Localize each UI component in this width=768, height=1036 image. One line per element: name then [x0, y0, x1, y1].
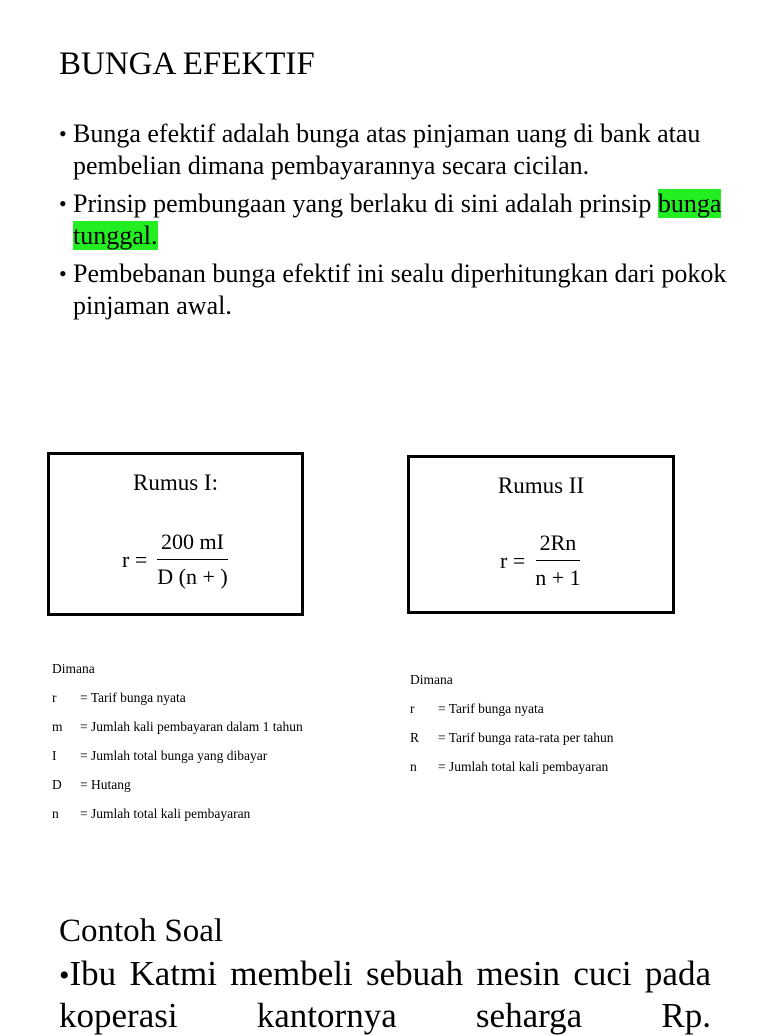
formula-1-denominator: D (n + ) [157, 564, 228, 589]
page-title: BUNGA EFEKTIF [59, 46, 315, 82]
formula-box-2 [407, 455, 675, 614]
legend-symbol: R [410, 730, 420, 745]
formula-2-denominator: n + 1 [535, 565, 581, 590]
legend-formula-2 [410, 665, 613, 781]
legend-desc: = Jumlah total bunga yang dibayar [80, 748, 268, 763]
legend-symbol: D [52, 777, 62, 792]
legend-row [410, 723, 613, 752]
legend-symbol: n [410, 759, 417, 774]
legend-symbol: m [52, 719, 63, 734]
legend-row [410, 752, 613, 781]
example-heading: Contoh Soal [59, 913, 224, 949]
formula-1 [122, 529, 232, 590]
bullet-item-charging [59, 258, 749, 322]
formula-1-fraction [153, 529, 231, 590]
formula-2-lhs: r = [500, 547, 526, 573]
legend-desc: = Jumlah kali pembayaran dalam 1 tahun [80, 719, 303, 734]
bullet-icon: • [59, 121, 67, 146]
bullet-icon: • [59, 959, 70, 992]
legend-desc: = Hutang [80, 777, 131, 792]
formula-2-title: Rumus II [497, 473, 585, 498]
legend-heading: Dimana [52, 661, 95, 676]
legend-desc: = Tarif bunga nyata [80, 690, 186, 705]
bullet-list [59, 118, 749, 328]
legend-desc: = Tarif bunga rata-rata per tahun [438, 730, 614, 745]
bullet-text: Pembebanan bunga efektif ini sealu diperhitungkan dari pokok pinjaman awal. [73, 259, 727, 320]
legend-symbol: I [52, 748, 57, 763]
legend-desc: = Jumlah total kali pembayaran [438, 759, 609, 774]
legend-row [52, 741, 303, 770]
legend-row [52, 770, 303, 799]
formula-1-numerator: 200 mI [157, 529, 228, 560]
formula-2-numerator: 2Rn [536, 530, 581, 561]
bullet-item-definition [59, 118, 749, 182]
example-text: Ibu Katmi membeli sebuah mesin cuci pada koperasi kantornya seharga Rp. [59, 954, 711, 1035]
legend-formula-1 [52, 654, 303, 828]
legend-symbol: n [52, 806, 59, 821]
formula-2-fraction [531, 530, 584, 591]
legend-heading: Dimana [410, 672, 453, 687]
legend-row [52, 683, 303, 712]
formula-1-lhs: r = [122, 546, 148, 572]
bullet-icon: • [59, 191, 67, 216]
legend-row [52, 799, 303, 828]
bullet-text: Bunga efektif adalah bunga atas pinjaman uang di bank atau pembelian dimana pembayarannya secara cicilan. [73, 119, 701, 180]
highlighted-text: bunga tunggal. [73, 189, 722, 250]
legend-symbol: r [52, 690, 57, 705]
legend-desc: = Tarif bunga nyata [438, 701, 544, 716]
bullet-item-principle [59, 188, 749, 252]
formula-box-1 [47, 452, 304, 616]
formula-2 [500, 530, 585, 591]
legend-desc: = Jumlah total kali pembayaran [80, 806, 251, 821]
legend-row [52, 712, 303, 741]
formula-1-title: Rumus I: [133, 470, 218, 495]
bullet-text: Prinsip pembungaan yang berlaku di sini adalah prinsip [73, 189, 658, 218]
legend-symbol: r [410, 701, 415, 716]
bullet-icon: • [59, 261, 67, 286]
legend-row [410, 694, 613, 723]
